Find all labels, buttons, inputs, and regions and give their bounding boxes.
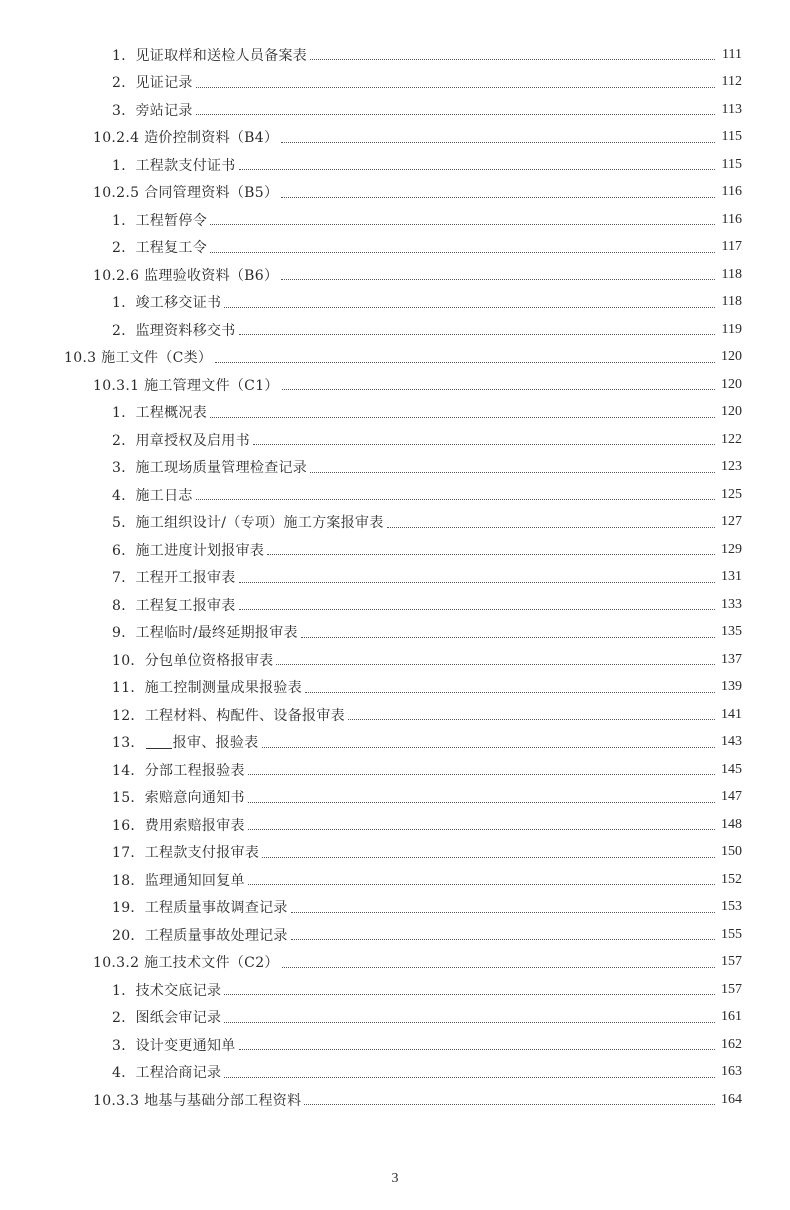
toc-entry[interactable] <box>0 646 790 674</box>
toc-entry[interactable] <box>0 866 790 894</box>
toc-entry[interactable] <box>0 399 790 427</box>
toc-entry[interactable] <box>0 261 790 289</box>
dot-leader <box>253 444 715 445</box>
toc-entry-label: 19．工程质量事故调查记录 <box>112 900 288 917</box>
dot-leader <box>248 774 715 775</box>
toc-entry-page-number: 117 <box>721 239 742 255</box>
toc-entry-page-number: 131 <box>721 569 742 585</box>
toc-entry[interactable] <box>0 151 790 179</box>
toc-entry-page-number: 116 <box>721 211 742 227</box>
dot-leader <box>267 554 715 555</box>
dot-leader <box>291 912 715 913</box>
dot-leader <box>224 1022 715 1023</box>
toc-entry-label: 2．图纸会审记录 <box>112 1010 222 1027</box>
toc-entry-label: 2．用章授权及启用书 <box>112 432 250 449</box>
toc-entry[interactable] <box>0 674 790 702</box>
dot-leader <box>301 637 715 638</box>
toc-entry-page-number: 120 <box>721 404 742 420</box>
dot-leader <box>239 169 715 170</box>
toc-entry-page-number: 163 <box>721 1064 742 1080</box>
toc-entry-page-number: 157 <box>721 981 742 997</box>
toc-entry-label: 1．工程款支付证书 <box>112 157 236 174</box>
toc-entry-page-number: 141 <box>721 706 742 722</box>
dot-leader <box>282 967 715 968</box>
toc-entry-label: 16．费用索赔报审表 <box>112 817 245 834</box>
toc-entry[interactable] <box>0 41 790 69</box>
toc-entry[interactable] <box>0 811 790 839</box>
dot-leader <box>310 59 715 60</box>
toc-entry-label: 12．工程材料、构配件、设备报审表 <box>112 707 345 724</box>
toc-entry[interactable] <box>0 1059 790 1087</box>
toc-entry-page-number: 113 <box>721 101 742 117</box>
dot-leader <box>239 609 715 610</box>
toc-entry[interactable] <box>0 839 790 867</box>
toc-entry[interactable] <box>0 509 790 537</box>
dot-leader <box>262 747 715 748</box>
dot-leader <box>239 1049 715 1050</box>
toc-entry-label: 1．技术交底记录 <box>112 982 222 999</box>
toc-entry-page-number: 161 <box>721 1009 742 1025</box>
toc-entry-page-number: 153 <box>721 899 742 915</box>
toc-entry[interactable] <box>0 481 790 509</box>
toc-entry[interactable] <box>0 756 790 784</box>
dot-leader <box>196 499 715 500</box>
toc-entry-label: 10.3.3 地基与基础分部工程资料 <box>93 1092 302 1109</box>
toc-entry[interactable] <box>0 344 790 372</box>
dot-leader <box>210 224 715 225</box>
toc-entry[interactable] <box>0 894 790 922</box>
toc-entry-page-number: 120 <box>721 376 742 392</box>
toc-entry-page-number: 125 <box>721 486 742 502</box>
toc-entry-label: 2．监理资料移交书 <box>112 322 236 339</box>
toc-entry-page-number: 147 <box>721 789 742 805</box>
dot-leader <box>291 939 715 940</box>
toc-entry[interactable] <box>0 289 790 317</box>
toc-entry-label: 3．施工现场质量管理检查记录 <box>112 460 308 477</box>
dot-leader <box>248 802 715 803</box>
toc-entry-label: 4．工程洽商记录 <box>112 1065 222 1082</box>
toc-entry[interactable] <box>0 454 790 482</box>
toc-entry-page-number: 162 <box>721 1036 742 1052</box>
dot-leader <box>348 719 715 720</box>
toc-entry-label: 10.3.1 施工管理文件（C1） <box>93 377 279 394</box>
toc-entry-page-number: 152 <box>721 871 742 887</box>
toc-entry-page-number: 111 <box>722 46 742 62</box>
toc-entry-label: 14．分部工程报验表 <box>112 762 245 779</box>
dot-leader <box>224 1077 715 1078</box>
toc-entry[interactable] <box>0 564 790 592</box>
toc-entry[interactable] <box>0 1031 790 1059</box>
dot-leader <box>210 417 715 418</box>
toc-entry-page-number: 145 <box>721 761 742 777</box>
page-number: 3 <box>391 1171 399 1186</box>
dot-leader <box>281 197 715 198</box>
toc-entry-label: 13． <box>112 735 145 752</box>
toc-entry-page-number: 143 <box>721 734 742 750</box>
table-of-contents <box>0 41 790 1114</box>
dot-leader <box>276 664 715 665</box>
toc-entry[interactable] <box>0 206 790 234</box>
dot-leader <box>248 884 715 885</box>
toc-entry-label: 3．旁站记录 <box>112 102 193 119</box>
toc-entry[interactable] <box>0 536 790 564</box>
toc-entry-page-number: 129 <box>721 541 742 557</box>
toc-entry-page-number: 116 <box>721 184 742 200</box>
toc-entry-label: 18．监理通知回复单 <box>112 872 245 889</box>
toc-entry[interactable] <box>0 1004 790 1032</box>
dot-leader <box>224 307 715 308</box>
toc-entry-label: 15．索赔意向通知书 <box>112 790 245 807</box>
toc-entry-page-number: 150 <box>721 844 742 860</box>
toc-entry-page-number: 164 <box>721 1091 742 1107</box>
toc-entry[interactable] <box>0 1086 790 1114</box>
dot-leader <box>248 829 715 830</box>
toc-entry-label: 7．工程开工报审表 <box>112 570 236 587</box>
toc-entry-label: 5．施工组织设计/（专项）施工方案报审表 <box>112 515 384 532</box>
toc-entry[interactable] <box>0 949 790 977</box>
toc-entry[interactable] <box>0 124 790 152</box>
toc-entry-label: 6．施工进度计划报审表 <box>112 542 265 559</box>
toc-entry-page-number: 115 <box>721 156 742 172</box>
toc-entry[interactable] <box>0 729 790 757</box>
toc-entry-label: 1．工程概况表 <box>112 405 208 422</box>
toc-entry-page-number: 157 <box>721 954 742 970</box>
toc-entry-label: 2．见证记录 <box>112 75 193 92</box>
toc-entry-page-number: 137 <box>721 651 742 667</box>
toc-entry-label: 10.2.5 合同管理资料（B5） <box>93 185 279 202</box>
toc-entry[interactable] <box>0 69 790 97</box>
dot-leader <box>282 389 715 390</box>
toc-entry-page-number: 135 <box>721 624 742 640</box>
toc-entry[interactable] <box>0 619 790 647</box>
fill-in-blank-line <box>146 735 172 749</box>
toc-entry-label: 1．见证取样和送检人员备案表 <box>112 47 308 64</box>
toc-entry[interactable] <box>0 316 790 344</box>
dot-leader <box>281 279 715 280</box>
toc-entry[interactable] <box>0 179 790 207</box>
toc-entry-page-number: 133 <box>721 596 742 612</box>
toc-entry-label: 20．工程质量事故处理记录 <box>112 927 288 944</box>
toc-entry-label: 3．设计变更通知单 <box>112 1037 236 1054</box>
toc-entry-label: 2．工程复工令 <box>112 240 208 257</box>
toc-entry-label: 1．工程暂停令 <box>112 212 208 229</box>
toc-entry-page-number: 118 <box>721 266 742 282</box>
toc-entry-label: 4．施工日志 <box>112 487 193 504</box>
toc-entry[interactable] <box>0 234 790 262</box>
dot-leader <box>215 362 715 363</box>
toc-entry[interactable] <box>0 96 790 124</box>
toc-entry-label: 10.2.4 造价控制资料（B4） <box>93 130 279 147</box>
dot-leader <box>310 472 715 473</box>
toc-entry[interactable] <box>0 371 790 399</box>
toc-entry-label: 8．工程复工报审表 <box>112 597 236 614</box>
toc-entry-page-number: 148 <box>721 816 742 832</box>
toc-entry-page-number: 118 <box>721 294 742 310</box>
dot-leader <box>196 114 715 115</box>
toc-entry-page-number: 115 <box>721 129 742 145</box>
toc-entry-page-number: 112 <box>721 74 742 90</box>
dot-leader <box>304 1104 715 1105</box>
dot-leader <box>224 994 715 995</box>
toc-entry-page-number: 122 <box>721 431 742 447</box>
toc-entry-page-number: 120 <box>721 349 742 365</box>
toc-entry-page-number: 119 <box>721 321 742 337</box>
dot-leader <box>262 857 715 858</box>
toc-entry[interactable] <box>0 426 790 454</box>
toc-entry[interactable] <box>0 784 790 812</box>
toc-entry-label: 10.2.6 监理验收资料（B6） <box>93 267 279 284</box>
toc-entry[interactable] <box>0 921 790 949</box>
dot-leader <box>305 692 715 693</box>
toc-entry-label: 10．分包单位资格报审表 <box>112 652 274 669</box>
dot-leader <box>281 142 715 143</box>
toc-entry[interactable] <box>0 976 790 1004</box>
toc-entry-label: 10.3.2 施工技术文件（C2） <box>93 955 279 972</box>
toc-entry-label-suffix: 报审、报验表 <box>172 735 259 752</box>
dot-leader <box>196 87 715 88</box>
toc-entry-label: 1．竣工移交证书 <box>112 295 222 312</box>
toc-entry[interactable] <box>0 591 790 619</box>
toc-entry[interactable] <box>0 701 790 729</box>
toc-entry-label: 9．工程临时/最终延期报审表 <box>112 625 298 642</box>
toc-entry-label: 10.3 施工文件（C类） <box>64 350 213 367</box>
toc-entry-label: 17．工程款支付报审表 <box>112 845 260 862</box>
dot-leader <box>239 582 715 583</box>
dot-leader <box>210 252 715 253</box>
toc-entry-label: 11．施工控制测量成果报验表 <box>112 680 303 697</box>
toc-entry-page-number: 127 <box>721 514 742 530</box>
dot-leader <box>387 527 715 528</box>
toc-entry-page-number: 139 <box>721 679 742 695</box>
dot-leader <box>239 334 715 335</box>
toc-entry-page-number: 155 <box>721 926 742 942</box>
toc-entry-page-number: 123 <box>721 459 742 475</box>
